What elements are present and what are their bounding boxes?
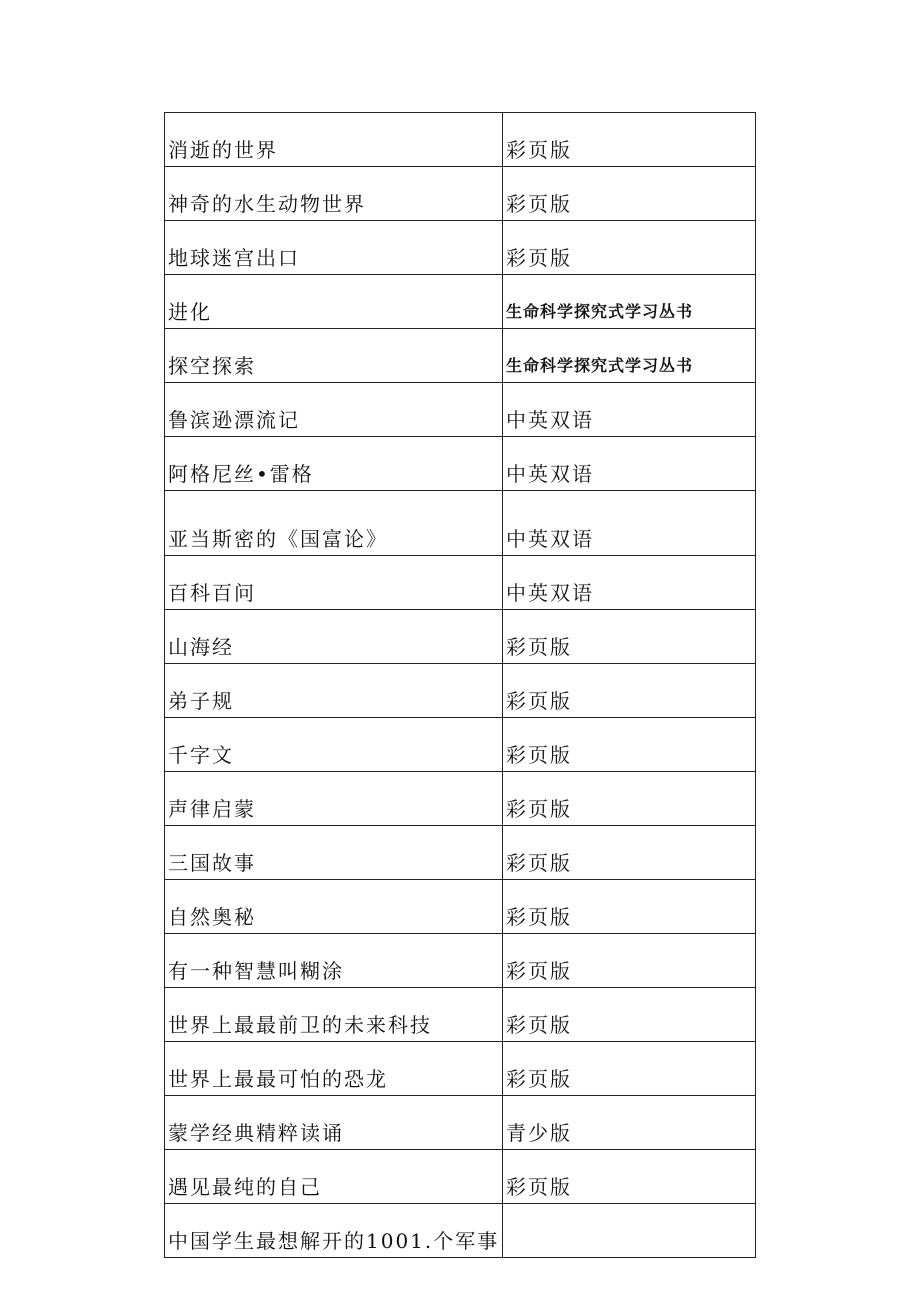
- table-row: [165, 275, 756, 329]
- book-title-cell: 三国故事: [165, 826, 503, 880]
- book-list-table: [164, 112, 756, 1258]
- table-row: [165, 934, 756, 988]
- book-edition-cell: 彩页版: [503, 718, 756, 772]
- book-edition-cell: 中英双语: [503, 437, 756, 491]
- table-row: [165, 1204, 756, 1258]
- book-edition-cell: 彩页版: [503, 610, 756, 664]
- table-row: [165, 556, 756, 610]
- table-row: [165, 610, 756, 664]
- book-title-cell: 遇见最纯的自己: [165, 1150, 503, 1204]
- book-edition-cell: 彩页版: [503, 826, 756, 880]
- book-edition-cell: 彩页版: [503, 988, 756, 1042]
- book-title-cell: 千字文: [165, 718, 503, 772]
- book-title-cell: 探空探索: [165, 329, 503, 383]
- book-title-cell: 世界上最最可怕的恐龙: [165, 1042, 503, 1096]
- book-edition-cell: [503, 1204, 756, 1258]
- book-title-cell: 中国学生最想解开的1001.个军事: [165, 1204, 503, 1258]
- book-edition-cell: 彩页版: [503, 221, 756, 275]
- table-row: [165, 880, 756, 934]
- table-row: [165, 1042, 756, 1096]
- book-edition-cell: 青少版: [503, 1096, 756, 1150]
- book-title-cell: 神奇的水生动物世界: [165, 167, 503, 221]
- book-edition-cell: 彩页版: [503, 113, 756, 167]
- book-edition-cell: 中英双语: [503, 491, 756, 556]
- book-title-cell: 山海经: [165, 610, 503, 664]
- book-title-cell: 进化: [165, 275, 503, 329]
- book-title-cell: 百科百问: [165, 556, 503, 610]
- table-row: [165, 167, 756, 221]
- table-row: [165, 491, 756, 556]
- table-row: [165, 664, 756, 718]
- book-edition-cell: 彩页版: [503, 772, 756, 826]
- book-title-cell: 亚当斯密的《国富论》: [165, 491, 503, 556]
- book-title-cell: 声律启蒙: [165, 772, 503, 826]
- book-edition-cell: 生命科学探究式学习丛书: [503, 275, 756, 329]
- table-row: [165, 1096, 756, 1150]
- book-edition-cell: 彩页版: [503, 167, 756, 221]
- table-row: [165, 826, 756, 880]
- book-edition-cell: 彩页版: [503, 1042, 756, 1096]
- book-title-cell: 地球迷宫出口: [165, 221, 503, 275]
- book-title-cell: 鲁滨逊漂流记: [165, 383, 503, 437]
- table-row: [165, 329, 756, 383]
- book-title-cell: 阿格尼丝•雷格: [165, 437, 503, 491]
- book-edition-cell: 彩页版: [503, 934, 756, 988]
- table-row: [165, 988, 756, 1042]
- table-row: [165, 383, 756, 437]
- book-title-cell: 自然奥秘: [165, 880, 503, 934]
- book-edition-cell: 中英双语: [503, 556, 756, 610]
- table-row: [165, 718, 756, 772]
- table-row: [165, 221, 756, 275]
- book-title-cell: 消逝的世界: [165, 113, 503, 167]
- table-row: [165, 437, 756, 491]
- book-edition-cell: 彩页版: [503, 880, 756, 934]
- book-edition-cell: 中英双语: [503, 383, 756, 437]
- table-row: [165, 772, 756, 826]
- book-title-cell: 世界上最最前卫的未来科技: [165, 988, 503, 1042]
- book-title-cell: 蒙学经典精粹读诵: [165, 1096, 503, 1150]
- book-title-cell: 弟子规: [165, 664, 503, 718]
- table-row: [165, 1150, 756, 1204]
- book-title-cell: 有一种智慧叫糊涂: [165, 934, 503, 988]
- book-edition-cell: 生命科学探究式学习丛书: [503, 329, 756, 383]
- book-edition-cell: 彩页版: [503, 664, 756, 718]
- book-edition-cell: 彩页版: [503, 1150, 756, 1204]
- table-row: [165, 113, 756, 167]
